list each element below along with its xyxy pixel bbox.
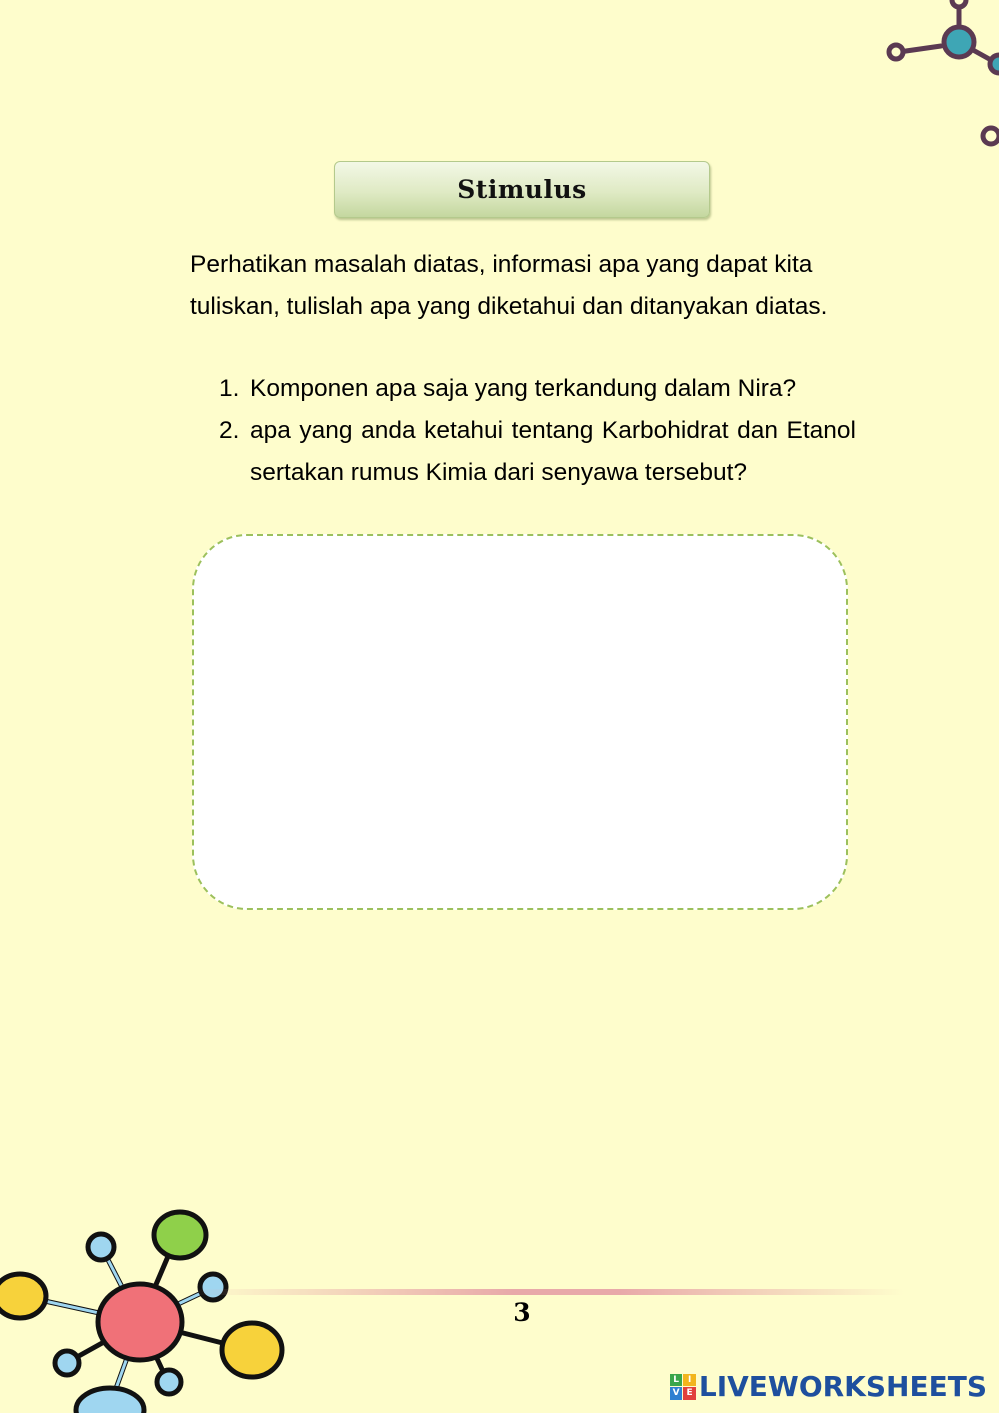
logo-letter: E [683,1387,696,1400]
logo-letter: I [683,1374,696,1387]
question-text: Komponen apa saja yang terkandung dalam Nira? [250,375,797,402]
footer-divider [192,1289,904,1295]
question-item [190,410,856,493]
question-number: 2. [219,417,240,444]
question-text: apa yang anda ketahui tentang Karbohidrat dan Etanol sertakan rumus Kimia dari senyawa tersebut? [250,417,856,486]
molecule-decoration-bottom [0,1200,300,1413]
liveworksheets-logo-icon [670,1374,696,1400]
answer-input-box[interactable] [192,534,848,910]
molecule-decoration-top [869,0,999,160]
page-number: 3 [513,1298,531,1327]
brand-name: LIVEWORKSHEETS [698,1370,987,1403]
logo-letter: L [670,1374,683,1387]
question-item [190,368,856,410]
liveworksheets-brand [670,1370,987,1403]
question-number: 1. [219,375,240,402]
intro-paragraph: Perhatikan masalah diatas, informasi apa yang dapat kita tuliskan, tulislah apa yang diketahui dan ditanyakan diatas. [190,251,828,320]
logo-letter: V [670,1387,683,1400]
section-title: Stimulus [457,175,587,204]
section-title-box [334,161,710,218]
